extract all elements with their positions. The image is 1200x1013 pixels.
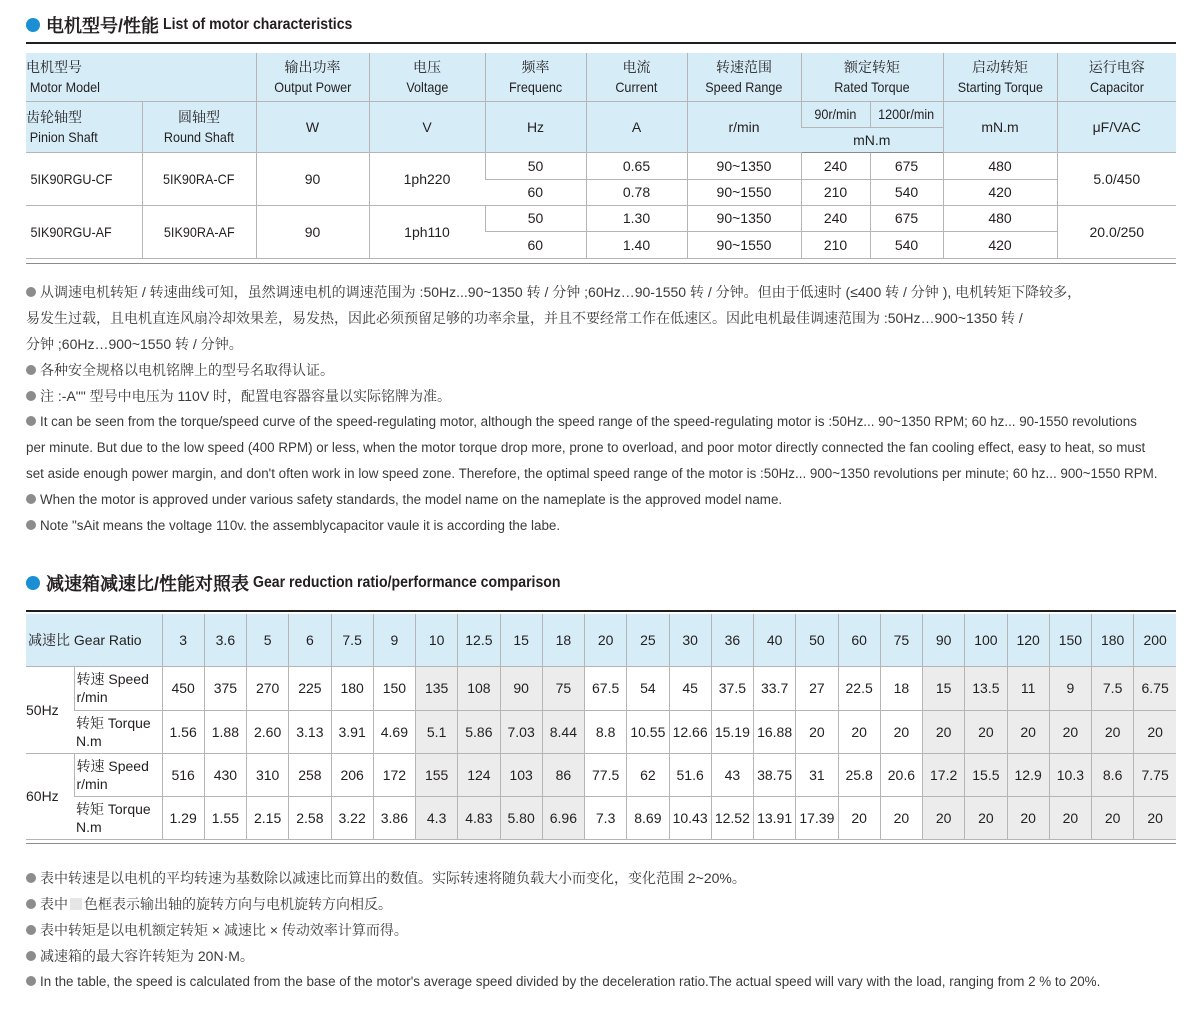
cell-value: 18 bbox=[880, 666, 922, 710]
hdr-ratio: 36 bbox=[711, 614, 753, 666]
bullet-icon bbox=[26, 520, 36, 530]
note-item: 表中转矩是以电机额定转矩 × 减速比 × 传动效率计算而得。 bbox=[26, 917, 1178, 943]
cell-value: 258 bbox=[289, 753, 331, 796]
cell-value: 1.88 bbox=[204, 710, 246, 753]
bullet-dot-icon bbox=[26, 576, 40, 590]
note-item: 注 :-A"" 型号中电压为 110V 时，配置电容器容量以实际铭牌为准。 bbox=[26, 383, 1178, 409]
gear-header-row bbox=[26, 614, 1176, 666]
cell-value: 20 bbox=[1049, 710, 1091, 753]
bullet-icon bbox=[26, 899, 36, 909]
cell-value: 45 bbox=[669, 666, 711, 710]
section-title-cn: 电机型号/性能 bbox=[46, 16, 160, 36]
cell-value: 16.88 bbox=[754, 710, 796, 753]
cell-output: 90 bbox=[256, 152, 369, 205]
table-row bbox=[26, 796, 1176, 839]
cell-value: 77.5 bbox=[585, 753, 627, 796]
cell-value: 10.43 bbox=[669, 796, 711, 839]
cell-frequency: 60 bbox=[485, 231, 586, 258]
cell-torque-1200: 540 bbox=[870, 231, 943, 258]
cell-value: 10.3 bbox=[1049, 753, 1091, 796]
cell-value: 1.29 bbox=[162, 796, 204, 839]
cell-value: 310 bbox=[247, 753, 289, 796]
cell-torque-90: 210 bbox=[801, 179, 870, 205]
cell-value: 516 bbox=[162, 753, 204, 796]
hdr-capacitor: 运行电容 Capacitor bbox=[1057, 53, 1176, 101]
cell-value: 124 bbox=[458, 753, 500, 796]
hdr-ratio: 12.5 bbox=[458, 614, 500, 666]
cell-value: 20 bbox=[880, 796, 922, 839]
hdr-ratio: 60 bbox=[838, 614, 880, 666]
unit-capacitor: μF/VAC bbox=[1057, 101, 1176, 152]
cell-voltage: 1ph220 bbox=[369, 152, 485, 205]
note-item: Note "sAit means the voltage 110v. the assemblycapacitor vaule it is according the labe. bbox=[26, 513, 1178, 539]
hdr-ratio: 3 bbox=[162, 614, 204, 666]
hdr-voltage: 电压 Voltage bbox=[369, 53, 485, 101]
cell-value: 13.91 bbox=[754, 796, 796, 839]
table-bottom-rule bbox=[26, 843, 1176, 844]
label-torque-unit: N.m bbox=[76, 732, 102, 749]
hdr-ratio: 180 bbox=[1092, 614, 1134, 666]
cell-value: 12.9 bbox=[1007, 753, 1049, 796]
cell-value: 430 bbox=[204, 753, 246, 796]
hdr-ratio: 5 bbox=[247, 614, 289, 666]
label-speed-text: 转速 Speed bbox=[76, 671, 149, 687]
hdr-torque-1200: 1200r/min bbox=[870, 101, 943, 127]
section-title-cn: 减速箱减速比/性能对照表 bbox=[46, 574, 249, 594]
table-row bbox=[26, 753, 1176, 796]
cell-value: 3.22 bbox=[331, 796, 373, 839]
unit-speed: r/min bbox=[687, 101, 801, 152]
label-speed-unit: r/min bbox=[76, 775, 108, 792]
cell-value: 43 bbox=[711, 753, 753, 796]
cell-value: 7.03 bbox=[500, 710, 542, 753]
hdr-gear-ratio: 减速比 Gear Ratio bbox=[26, 614, 162, 666]
note-item: When the motor is approved under various safety standards, the model name on the nameplate is the approved model name. bbox=[26, 487, 1178, 513]
cell-value: 270 bbox=[247, 666, 289, 710]
cell-starting-torque: 480 bbox=[943, 205, 1057, 231]
unit-voltage: V bbox=[369, 101, 485, 152]
note-item: In the table, the speed is calculated from the base of the motor's average speed divided by the deceleration ratio.The actual speed will vary with the load, ranging from 2 % to 20%. bbox=[26, 969, 1178, 995]
bullet-icon bbox=[26, 365, 36, 375]
cell-frequency: 60 bbox=[485, 179, 586, 205]
cell-current: 1.40 bbox=[586, 231, 687, 258]
cell-value: 172 bbox=[373, 753, 415, 796]
cell-value: 27 bbox=[796, 666, 838, 710]
cell-value: 12.52 bbox=[711, 796, 753, 839]
cell-value: 20 bbox=[1134, 796, 1176, 839]
bullet-icon bbox=[26, 951, 36, 961]
cell-value: 20 bbox=[838, 710, 880, 753]
cell-value: 6.75 bbox=[1134, 666, 1176, 710]
hdr-pinion-shaft: 齿轮轴型 Pinion Shaft bbox=[26, 101, 142, 152]
label-speed-unit: r/min bbox=[76, 689, 108, 705]
cell-value: 3.91 bbox=[331, 710, 373, 753]
cell-value: 22.5 bbox=[838, 666, 880, 710]
hdr-ratio: 150 bbox=[1049, 614, 1091, 666]
cell-value: 37.5 bbox=[711, 666, 753, 710]
section-rule bbox=[26, 42, 1176, 44]
note-line: set aside enough power margin, and don't often work in low speed zone. Therefore, the optimal speed range of the motor is :50Hz... 900~1350 revolutions per minute; 60 hz... 900~1550 RPM. bbox=[26, 466, 1158, 481]
note-item: 表中 色框表示输出轴的旋转方向与电机旋转方向相反。 bbox=[26, 891, 1178, 917]
hdr-ratio: 15 bbox=[500, 614, 542, 666]
cell-torque-1200: 675 bbox=[870, 205, 943, 231]
cell-capacitor: 5.0/450 bbox=[1057, 152, 1176, 205]
hdr-rated-torque: 额定转矩 Rated Torque bbox=[801, 53, 943, 101]
cell-round-model: 5IK90RA-CF bbox=[142, 152, 256, 205]
cell-value: 12.66 bbox=[669, 710, 711, 753]
label-torque bbox=[74, 710, 162, 753]
note-line: 分钟 ;60Hz…900~1550 转 / 分钟。 bbox=[26, 336, 243, 352]
cell-value: 31 bbox=[796, 753, 838, 796]
label-speed bbox=[74, 753, 162, 796]
cell-value: 375 bbox=[204, 666, 246, 710]
hdr-ratio: 120 bbox=[1007, 614, 1049, 666]
cell-value: 8.44 bbox=[542, 710, 584, 753]
note-item: 表中转速是以电机的平均转速为基数除以减速比而算出的数值。实际转速将随负载大小而变化，变化范围 2~20%。 bbox=[26, 865, 1178, 891]
cell-torque-1200: 675 bbox=[870, 152, 943, 179]
cell-value: 6.96 bbox=[542, 796, 584, 839]
cell-value: 450 bbox=[162, 666, 204, 710]
hdr-speed-range: 转速范围 Speed Range bbox=[687, 53, 801, 101]
cell-value: 20 bbox=[1092, 796, 1134, 839]
cell-value: 13.5 bbox=[965, 666, 1007, 710]
bullet-icon bbox=[26, 976, 36, 986]
cell-speed-range: 90~1350 bbox=[687, 205, 801, 231]
cell-value: 75 bbox=[542, 666, 584, 710]
bullet-icon bbox=[26, 873, 36, 883]
table-bottom-rule bbox=[26, 263, 1176, 264]
hdr-ratio: 75 bbox=[880, 614, 922, 666]
cell-capacitor: 20.0/250 bbox=[1057, 205, 1176, 258]
cell-value: 1.56 bbox=[162, 710, 204, 753]
cell-value: 155 bbox=[416, 753, 458, 796]
cell-value: 11 bbox=[1007, 666, 1049, 710]
unit-current: A bbox=[586, 101, 687, 152]
cell-speed-range: 90~1550 bbox=[687, 179, 801, 205]
cell-value: 135 bbox=[416, 666, 458, 710]
section-title-gear bbox=[26, 570, 602, 596]
cell-speed-range: 90~1550 bbox=[687, 231, 801, 258]
cell-pinion-model: 5IK90RGU-CF bbox=[26, 152, 142, 205]
hdr-motor-model: 电机型号 Motor Model bbox=[26, 53, 256, 101]
cell-value: 20 bbox=[796, 710, 838, 753]
hdr-ratio: 18 bbox=[542, 614, 584, 666]
cell-value: 20 bbox=[1007, 796, 1049, 839]
hdr-ratio: 50 bbox=[796, 614, 838, 666]
hdr-ratio: 10 bbox=[416, 614, 458, 666]
cell-value: 10.55 bbox=[627, 710, 669, 753]
label-torque-text: 转矩 Torque bbox=[76, 800, 151, 817]
cell-value: 7.5 bbox=[1092, 666, 1134, 710]
cell-current: 1.30 bbox=[586, 205, 687, 231]
cell-value: 67.5 bbox=[585, 666, 627, 710]
label-speed-text: 转速 Speed bbox=[76, 757, 149, 774]
hdr-frequency: 频率 Frequenc bbox=[485, 53, 586, 101]
cell-value: 5.86 bbox=[458, 710, 500, 753]
cell-starting-torque: 420 bbox=[943, 231, 1057, 258]
hdr-ratio: 20 bbox=[585, 614, 627, 666]
hdr-round-shaft: 圆轴型 Round Shaft bbox=[142, 101, 256, 152]
hdr-ratio: 3.6 bbox=[204, 614, 246, 666]
section-title-motor bbox=[26, 12, 378, 38]
cell-torque-90: 210 bbox=[801, 231, 870, 258]
cell-value: 4.3 bbox=[416, 796, 458, 839]
motor-notes bbox=[26, 279, 1178, 539]
cell-current: 0.65 bbox=[586, 152, 687, 179]
label-torque bbox=[74, 796, 162, 839]
unit-frequency: Hz bbox=[485, 101, 586, 152]
cell-value: 20 bbox=[923, 796, 965, 839]
cell-value: 2.15 bbox=[247, 796, 289, 839]
note-item: 减速箱的最大容许转矩为 20N·M。 bbox=[26, 943, 1178, 969]
cell-value: 62 bbox=[627, 753, 669, 796]
hdr-starting-torque: 启动转矩 Starting Torque bbox=[943, 53, 1057, 101]
cell-output: 90 bbox=[256, 205, 369, 258]
table-row bbox=[26, 710, 1176, 753]
cell-value: 20 bbox=[923, 710, 965, 753]
unit-output: W bbox=[256, 101, 369, 152]
hdr-ratio: 30 bbox=[669, 614, 711, 666]
gear-ratio-table bbox=[26, 614, 1176, 840]
cell-speed-range: 90~1350 bbox=[687, 152, 801, 179]
cell-value: 8.69 bbox=[627, 796, 669, 839]
cell-starting-torque: 420 bbox=[943, 179, 1057, 205]
bullet-icon bbox=[26, 287, 36, 297]
cell-value: 180 bbox=[331, 666, 373, 710]
cell-value: 54 bbox=[627, 666, 669, 710]
cell-value: 90 bbox=[500, 666, 542, 710]
cell-value: 20 bbox=[1007, 710, 1049, 753]
cell-value: 38.75 bbox=[754, 753, 796, 796]
hdr-ratio: 6 bbox=[289, 614, 331, 666]
cell-voltage: 1ph110 bbox=[369, 205, 485, 258]
hdr-ratio: 7.5 bbox=[331, 614, 373, 666]
hdr-torque-90: 90r/min bbox=[801, 101, 870, 127]
hdr-ratio: 25 bbox=[627, 614, 669, 666]
section-rule bbox=[26, 610, 1176, 612]
hdr-output-power: 输出功率 Output Power bbox=[256, 53, 369, 101]
cell-torque-90: 240 bbox=[801, 205, 870, 231]
cell-value: 108 bbox=[458, 666, 500, 710]
note-line: 易发生过载，且电机直连风扇冷却效果差，易发热，因此必须预留足够的功率余量，并且不要经常工作在低速区。因此电机最佳调速范围为 :50Hz…900~1350 转 / bbox=[26, 310, 1023, 326]
note-item: 各种安全规格以电机铭牌上的型号名取得认证。 bbox=[26, 357, 1178, 383]
cell-value: 51.6 bbox=[669, 753, 711, 796]
cell-value: 8.8 bbox=[585, 710, 627, 753]
gear-notes bbox=[26, 865, 1178, 995]
hdr-ratio: 9 bbox=[373, 614, 415, 666]
cell-starting-torque: 480 bbox=[943, 152, 1057, 179]
cell-value: 3.86 bbox=[373, 796, 415, 839]
cell-value: 7.3 bbox=[585, 796, 627, 839]
hdr-ratio: 40 bbox=[754, 614, 796, 666]
shade-swatch-icon bbox=[70, 898, 82, 910]
hdr-ratio: 100 bbox=[965, 614, 1007, 666]
bullet-dot-icon bbox=[26, 18, 40, 32]
cell-value: 17.39 bbox=[796, 796, 838, 839]
cell-value: 2.60 bbox=[247, 710, 289, 753]
table-row bbox=[26, 152, 1176, 179]
cell-value: 20 bbox=[965, 710, 1007, 753]
cell-frequency: 50 bbox=[485, 152, 586, 179]
cell-value: 9 bbox=[1049, 666, 1091, 710]
cell-value: 8.6 bbox=[1092, 753, 1134, 796]
cell-value: 17.2 bbox=[923, 753, 965, 796]
cell-value: 15 bbox=[923, 666, 965, 710]
cell-current: 0.78 bbox=[586, 179, 687, 205]
cell-value: 7.75 bbox=[1134, 753, 1176, 796]
bullet-icon bbox=[26, 416, 36, 426]
bullet-icon bbox=[26, 494, 36, 504]
cell-value: 25.8 bbox=[838, 753, 880, 796]
cell-torque-1200: 540 bbox=[870, 179, 943, 205]
motor-table bbox=[26, 53, 1176, 259]
table-row bbox=[26, 666, 1176, 710]
cell-value: 5.80 bbox=[500, 796, 542, 839]
cell-value: 5.1 bbox=[416, 710, 458, 753]
label-torque-unit: N.m bbox=[76, 818, 102, 835]
section-title-en: Gear reduction ratio/performance comparison bbox=[253, 574, 561, 591]
cell-value: 20 bbox=[1049, 796, 1091, 839]
hdr-current: 电流 Current bbox=[586, 53, 687, 101]
cell-value: 4.83 bbox=[458, 796, 500, 839]
note-item: It can be seen from the torque/speed curve of the speed-regulating motor, although the speed range of the speed-regulating motor is :50Hz... 90~1350 RPM; 60 hz... 90-1550 revolutions bbox=[26, 409, 1178, 435]
cell-value: 150 bbox=[373, 666, 415, 710]
cell-torque-90: 240 bbox=[801, 152, 870, 179]
unit-starting-torque: mN.m bbox=[943, 101, 1057, 152]
cell-value: 33.7 bbox=[754, 666, 796, 710]
bullet-icon bbox=[26, 925, 36, 935]
cell-value: 20 bbox=[838, 796, 880, 839]
bullet-icon bbox=[26, 391, 36, 401]
cell-value: 20 bbox=[1092, 710, 1134, 753]
cell-round-model: 5IK90RA-AF bbox=[142, 205, 256, 258]
cell-frequency: 50 bbox=[485, 205, 586, 231]
label-60hz: 60Hz bbox=[26, 753, 74, 839]
cell-value: 3.13 bbox=[289, 710, 331, 753]
hdr-ratio: 200 bbox=[1134, 614, 1176, 666]
label-speed bbox=[74, 666, 162, 710]
note-item: 从调速电机转矩 / 转速曲线可知，虽然调速电机的调速范围为 :50Hz...90~1350 转 / 分钟 ;60Hz…90-1550 转 / 分钟。但由于低速时 (≤400 转 / 分钟 ), 电机转矩下降较多， bbox=[26, 279, 1178, 305]
cell-value: 225 bbox=[289, 666, 331, 710]
cell-value: 20.6 bbox=[880, 753, 922, 796]
cell-value: 15.5 bbox=[965, 753, 1007, 796]
section-title-en: List of motor characteristics bbox=[163, 16, 353, 33]
cell-value: 206 bbox=[331, 753, 373, 796]
cell-value: 103 bbox=[500, 753, 542, 796]
label-torque-text: 转矩 Torque bbox=[76, 714, 151, 731]
cell-value: 15.19 bbox=[711, 710, 753, 753]
hdr-ratio: 90 bbox=[923, 614, 965, 666]
cell-value: 1.55 bbox=[204, 796, 246, 839]
cell-value: 86 bbox=[542, 753, 584, 796]
cell-value: 20 bbox=[1134, 710, 1176, 753]
table-row bbox=[26, 205, 1176, 231]
cell-value: 4.69 bbox=[373, 710, 415, 753]
cell-value: 20 bbox=[880, 710, 922, 753]
note-line: per minute. But due to the low speed (400 RPM) or less, when the motor torque drop more, prone to overload, and poor motor directly connected the fan cooling effect, easy to heat, so must bbox=[26, 440, 1146, 455]
cell-pinion-model: 5IK90RGU-AF bbox=[26, 205, 142, 258]
label-50hz: 50Hz bbox=[26, 666, 74, 753]
cell-value: 2.58 bbox=[289, 796, 331, 839]
cell-value: 20 bbox=[965, 796, 1007, 839]
unit-torque: mN.m bbox=[801, 127, 943, 152]
